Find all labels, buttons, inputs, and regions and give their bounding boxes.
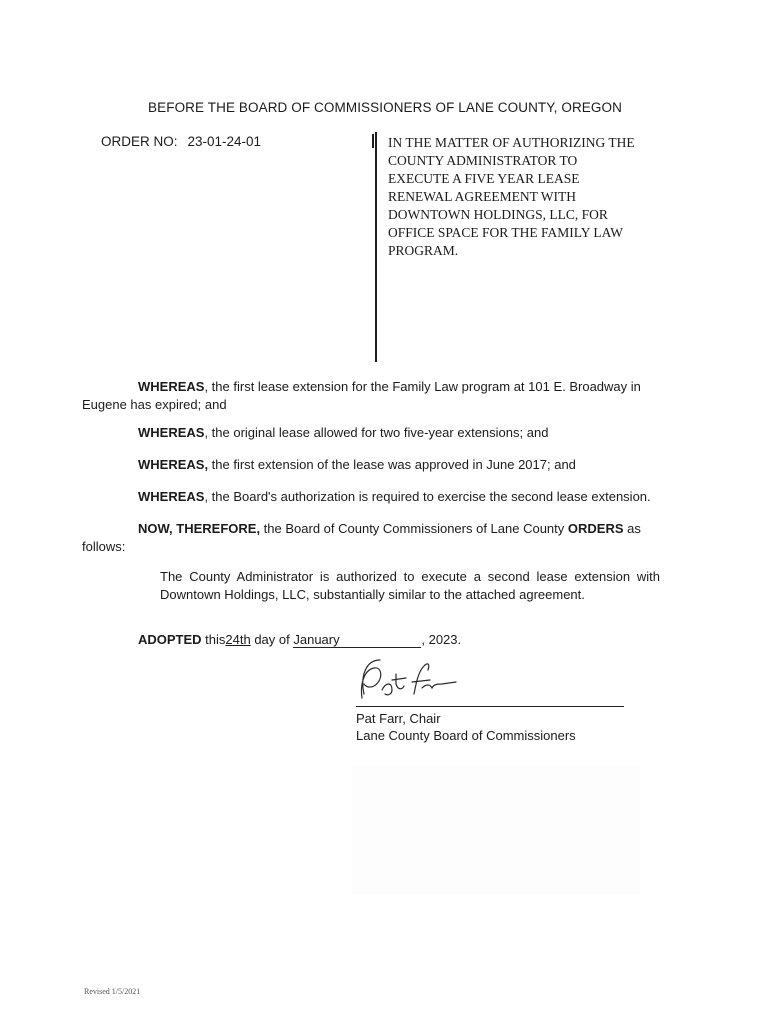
whereas-clause-1 xyxy=(82,378,660,414)
whereas-text: , the first lease extension for the Family Law program at 101 E. Broadway in Eugene has expired; and xyxy=(82,379,641,412)
document-header: BEFORE THE BOARD OF COMMISSIONERS OF LANE COUNTY, OREGON xyxy=(148,100,622,115)
adopted-year: , 2023. xyxy=(421,632,462,647)
signature-image xyxy=(352,654,472,708)
whereas-lead: WHEREAS, xyxy=(138,457,209,472)
whereas-text: , the Board's authorization is required to exercise the second lease extension. xyxy=(204,489,651,504)
signer-title: Lane County Board of Commissioners xyxy=(356,728,576,743)
order-number: 23-01-24-01 xyxy=(187,134,262,149)
caption-line: DOWNTOWN HOLDINGS, LLC, FOR xyxy=(388,207,608,222)
whereas-lead: WHEREAS xyxy=(138,425,205,440)
order-body: The County Administrator is authorized to execute a second lease extension with Downtown Holdings, LLC, substantially similar to the attached agreement. xyxy=(160,569,660,602)
orders-word: ORDERS xyxy=(567,521,624,536)
caption-divider xyxy=(375,132,377,362)
caption-divider-tick xyxy=(372,134,374,148)
adopted-month: January xyxy=(293,632,340,647)
whereas-clause-3 xyxy=(82,456,660,474)
whereas-lead: WHEREAS xyxy=(138,379,205,394)
adopted-day: 24th xyxy=(225,632,251,647)
now-therefore-lead: NOW, THEREFORE, xyxy=(138,521,261,536)
adopted-day-of: day of xyxy=(250,632,294,647)
now-therefore-clause xyxy=(82,520,660,556)
now-therefore-tail: as follows: xyxy=(82,521,641,554)
caption-line: COUNTY ADMINISTRATOR TO xyxy=(388,153,578,168)
caption-line: OFFICE SPACE FOR THE FAMILY LAW xyxy=(388,225,623,240)
now-therefore-text: the Board of County Commissioners of Lane County xyxy=(260,521,568,536)
order-number-row xyxy=(101,134,261,149)
matter-caption xyxy=(388,134,663,260)
order-label: ORDER NO: xyxy=(101,134,178,149)
whereas-clause-2 xyxy=(82,424,660,442)
signer-name: Pat Farr, Chair xyxy=(356,711,441,726)
caption-line: IN THE MATTER OF AUTHORIZING THE xyxy=(388,135,635,150)
whereas-clause-4 xyxy=(82,488,660,506)
whereas-lead: WHEREAS xyxy=(138,489,205,504)
signer-block xyxy=(356,710,576,744)
revision-footer: Revised 1/5/2021 xyxy=(84,987,141,996)
caption-line: RENEWAL AGREEMENT WITH xyxy=(388,189,576,204)
signature-line xyxy=(356,706,624,707)
adopted-month-field xyxy=(293,632,421,648)
adopted-this: this xyxy=(201,632,226,647)
whereas-text: , the original lease allowed for two five-year extensions; and xyxy=(204,425,549,440)
blank-area xyxy=(352,765,640,895)
adopted-lead: ADOPTED xyxy=(138,632,202,647)
caption-line: EXECUTE A FIVE YEAR LEASE xyxy=(388,171,580,186)
adopted-line xyxy=(138,632,461,648)
whereas-text: the first extension of the lease was approved in June 2017; and xyxy=(208,457,576,472)
caption-line: PROGRAM. xyxy=(388,243,459,258)
